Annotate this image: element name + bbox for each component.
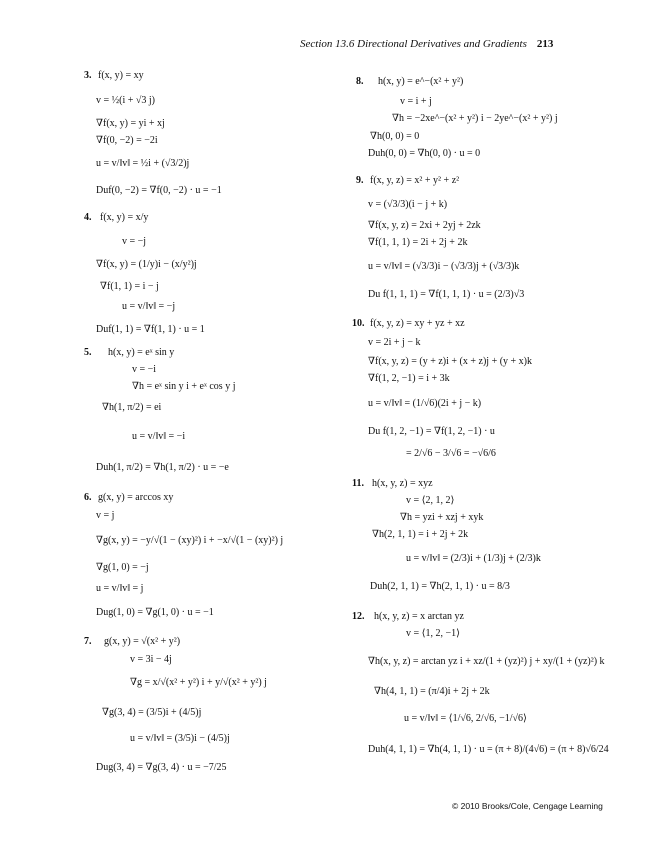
solution-line-p7-l5: u = v/‖v‖ = (3/5)i − (4/5)j	[130, 733, 230, 744]
solution-line-p11-l3: ∇h = yzi + xzj + xyk	[400, 512, 484, 523]
solution-line-p11-l6: Duh(2, 1, 1) = ∇h(2, 1, 1) · u = 8/3	[370, 581, 510, 592]
solution-line-p5-num: 5.	[84, 347, 92, 358]
solution-line-p3-l6: Duf(0, −2) = ∇f(0, −2) · u = −1	[96, 185, 222, 196]
solution-line-p8-l3: ∇h = −2xe^−(x² + y²) i − 2ye^−(x² + y²) j	[392, 113, 558, 124]
solution-line-p7-l4: ∇g(3, 4) = (3/5)i + (4/5)j	[102, 707, 202, 718]
copyright-footer: © 2010 Brooks/Cole, Cengage Learning	[452, 801, 603, 811]
solution-line-p7-l2: v = 3i − 4j	[130, 654, 172, 665]
solution-line-p3-l1: f(x, y) = xy	[98, 70, 144, 81]
solution-line-p11-l4: ∇h(2, 1, 1) = i + 2j + 2k	[372, 529, 469, 540]
solution-line-p11-num: 11.	[352, 478, 364, 489]
solution-line-p10-l5: u = v/‖v‖ = (1/√6)(2i + j − k)	[368, 398, 482, 409]
solution-line-p9-l5: u = v/‖v‖ = (√3/3)i − (√3/3)j + (√3/3)k	[368, 261, 520, 272]
solution-line-p9-l6: Du f(1, 1, 1) = ∇f(1, 1, 1) · u = (2/3)√3	[368, 289, 525, 300]
solution-line-p10-l1: f(x, y, z) = xy + yz + xz	[370, 318, 465, 329]
solution-line-p12-l6: Duh(4, 1, 1) = ∇h(4, 1, 1) · u = (π + 8)/(4√6) = (π + 8)√6/24	[368, 744, 609, 755]
solution-line-p5-l3: ∇h = eˣ sin y i + eˣ cos y j	[132, 381, 236, 392]
solution-line-p8-l2: v = i + j	[400, 96, 432, 107]
solution-line-p6-l1: g(x, y) = arccos xy	[98, 492, 174, 503]
solution-line-p4-l5: u = v/‖v‖ = −j	[122, 301, 176, 312]
solution-line-p8-l5: Duh(0, 0) = ∇h(0, 0) · u = 0	[368, 148, 481, 159]
solution-line-p5-l2: v = −i	[132, 364, 157, 375]
solution-line-p4-l1: f(x, y) = x/y	[100, 212, 149, 223]
solution-line-p6-l3: ∇g(x, y) = −y/√(1 − (xy)²) i + −x/√(1 − (xy)²) j	[96, 535, 284, 546]
solution-line-p5-l1: h(x, y) = eˣ sin y	[108, 347, 175, 358]
solution-line-p9-l1: f(x, y, z) = x² + y² + z²	[370, 175, 460, 186]
solution-line-p3-l4: ∇f(0, −2) = −2i	[96, 135, 158, 146]
solution-line-p5-l5: u = v/‖v‖ = −i	[132, 431, 186, 442]
solution-line-p10-l2: v = 2i + j − k	[368, 337, 421, 348]
solution-line-p10-num: 10.	[352, 318, 365, 329]
solution-line-p10-l3: ∇f(x, y, z) = (y + z)i + (x + z)j + (y + x)k	[368, 356, 533, 367]
solution-line-p6-l5: u = v/‖v‖ = j	[96, 583, 144, 594]
solution-line-p3-l5: u = v/‖v‖ = ½i + (√3/2)j	[96, 158, 190, 169]
solution-line-p12-l5: u = v/‖v‖ = ⟨1/√6, 2/√6, −1/√6⟩	[404, 713, 527, 724]
page-number: 213	[536, 38, 554, 50]
solution-line-p8-num: 8.	[356, 76, 364, 87]
solution-line-p10-l6: Du f(1, 2, −1) = ∇f(1, 2, −1) · u	[368, 426, 495, 437]
solution-line-p9-num: 9.	[356, 175, 364, 186]
solution-line-p8-l1: h(x, y) = e^−(x² + y²)	[378, 76, 464, 87]
solution-line-p4-l4: ∇f(1, 1) = i − j	[100, 281, 159, 292]
solution-line-p11-l1: h(x, y, z) = xyz	[372, 478, 433, 489]
solution-line-p5-l6: Duh(1, π/2) = ∇h(1, π/2) · u = −e	[96, 462, 229, 473]
solution-line-p4-l2: v = −j	[122, 236, 147, 247]
solution-line-p9-l2: v = (√3/3)(i − j + k)	[368, 199, 448, 210]
solution-line-p12-l2: v = ⟨1, 2, −1⟩	[406, 628, 461, 639]
solution-line-p12-l3: ∇h(x, y, z) = arctan yz i + xz/(1 + (yz)²) j + xy/(1 + (yz)²) k	[368, 656, 605, 667]
solution-line-p3-l3: ∇f(x, y) = yi + xj	[96, 118, 165, 129]
solution-line-p11-l2: v = ⟨2, 1, 2⟩	[406, 495, 455, 506]
solution-line-p7-l1: g(x, y) = √(x² + y²)	[104, 636, 181, 647]
solution-line-p4-l3: ∇f(x, y) = (1/y)i − (x/y²)j	[96, 259, 197, 270]
solution-line-p7-num: 7.	[84, 636, 92, 647]
solution-line-p12-l4: ∇h(4, 1, 1) = (π/4)i + 2j + 2k	[374, 686, 490, 697]
solution-line-p11-l5: u = v/‖v‖ = (2/3)i + (1/3)j + (2/3)k	[406, 553, 541, 564]
solution-line-p6-num: 6.	[84, 492, 92, 503]
solution-line-p9-l4: ∇f(1, 1, 1) = 2i + 2j + 2k	[368, 237, 468, 248]
solution-line-p3-l2: v = ½(i + √3 j)	[96, 95, 155, 106]
solution-line-p12-l1: h(x, y, z) = x arctan yz	[374, 611, 464, 622]
section-title: Section 13.6 Directional Derivatives and Gradients	[300, 38, 527, 50]
solution-line-p12-num: 12.	[352, 611, 365, 622]
solution-line-p8-l4: ∇h(0, 0) = 0	[370, 131, 420, 142]
page-header	[300, 38, 553, 50]
solution-line-p5-l4: ∇h(1, π/2) = ei	[102, 402, 162, 413]
solution-line-p7-l3: ∇g = x/√(x² + y²) i + y/√(x² + y²) j	[130, 677, 267, 688]
solution-line-p10-l4: ∇f(1, 2, −1) = i + 3k	[368, 373, 450, 384]
solution-line-p9-l3: ∇f(x, y, z) = 2xi + 2yj + 2zk	[368, 220, 481, 231]
solution-line-p10-l7: = 2/√6 − 3/√6 = −√6/6	[406, 448, 496, 459]
solution-line-p4-num: 4.	[84, 212, 92, 223]
solution-line-p7-l6: Dug(3, 4) = ∇g(3, 4) · u = −7/25	[96, 762, 227, 773]
solution-line-p3-num: 3.	[84, 70, 92, 81]
solution-line-p6-l4: ∇g(1, 0) = −j	[96, 562, 149, 573]
solution-line-p6-l2: v = j	[96, 510, 115, 521]
solution-line-p6-l6: Dug(1, 0) = ∇g(1, 0) · u = −1	[96, 607, 214, 618]
solution-line-p4-l6: Duf(1, 1) = ∇f(1, 1) · u = 1	[96, 324, 205, 335]
